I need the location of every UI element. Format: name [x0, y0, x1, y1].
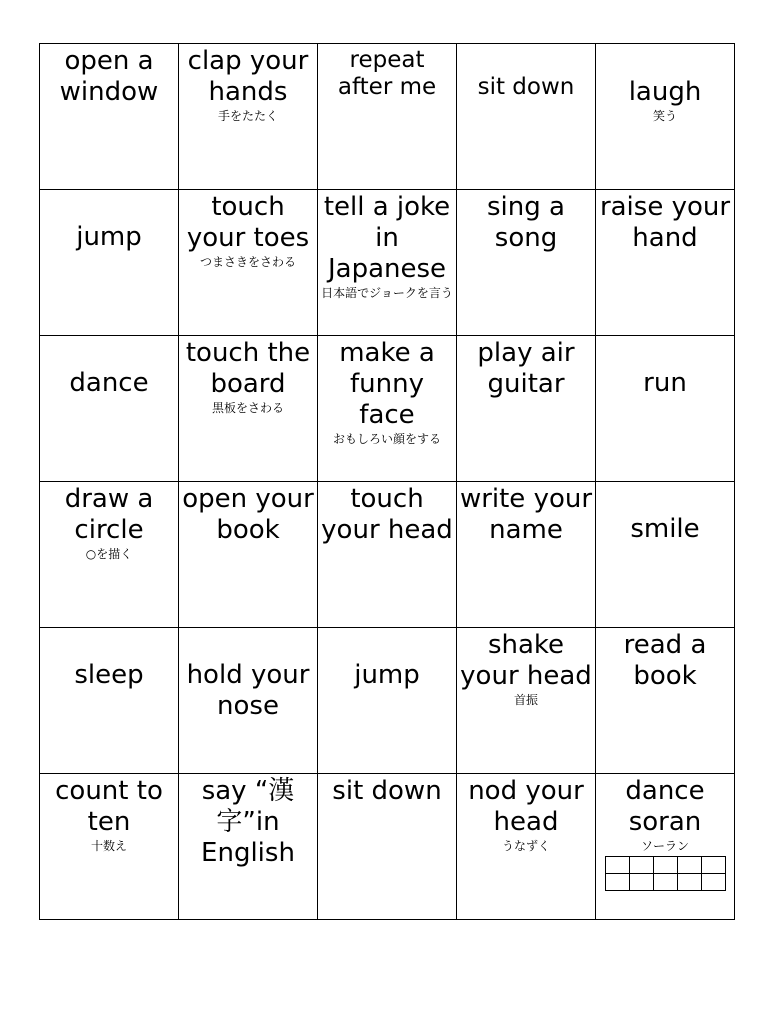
grid-row-2 — [40, 190, 735, 336]
grid-cell — [179, 190, 318, 336]
activity-note: 黒板をさわる — [211, 401, 284, 415]
activity-note: 笑う — [652, 109, 677, 123]
grid-cell — [40, 190, 179, 336]
activity-text: dance — [69, 368, 149, 398]
activity-text: play air guitar — [477, 338, 575, 399]
grid-row-5 — [40, 628, 735, 774]
grid-cell — [457, 628, 596, 774]
grid-cell — [40, 774, 179, 920]
activity-text: tell a joke in Japanese — [323, 192, 451, 284]
grid-cell — [40, 336, 179, 482]
grid-cell — [596, 774, 735, 920]
activity-text: sit down — [332, 776, 442, 806]
activity-text: raise your hand — [599, 192, 731, 253]
activity-text: make a funny face — [339, 338, 435, 430]
grid-cell — [457, 482, 596, 628]
activity-text: say “漢字”in English — [201, 776, 295, 868]
blank-box — [653, 874, 677, 891]
activity-note: おもしろい顔をする — [332, 432, 441, 446]
activity-note: 十数え — [90, 839, 127, 853]
blank-box — [629, 874, 653, 891]
grid-cell — [318, 774, 457, 920]
grid-cell — [179, 628, 318, 774]
grid-cell — [40, 628, 179, 774]
grid-cell — [40, 482, 179, 628]
grid-cell — [596, 482, 735, 628]
grid-cell — [179, 44, 318, 190]
grid-cell — [318, 482, 457, 628]
activity-text: laugh — [628, 77, 702, 107]
activity-text: count to ten — [55, 776, 163, 837]
blank-box — [605, 857, 629, 874]
activity-text: draw a circle — [64, 484, 154, 545]
activity-note: ソーラン — [640, 839, 689, 853]
grid-cell — [457, 774, 596, 920]
grid-cell — [40, 44, 179, 190]
activity-text: touch your toes — [186, 192, 310, 253]
activity-note: 首振 — [513, 693, 538, 707]
activity-text: smile — [630, 514, 700, 544]
blank-box — [677, 857, 701, 874]
grid-row-6 — [40, 774, 735, 920]
grid-cell — [596, 628, 735, 774]
blank-box — [677, 874, 701, 891]
grid-cell — [318, 336, 457, 482]
grid-cell — [179, 482, 318, 628]
activity-text: dance soran — [625, 776, 705, 837]
grid-cell — [179, 774, 318, 920]
activity-note: うなずく — [501, 839, 550, 853]
activity-grid — [39, 43, 735, 920]
activity-text: open your book — [182, 484, 314, 545]
activity-text: read a book — [623, 630, 707, 691]
activity-text: touch the board — [185, 338, 311, 399]
activity-text: shake your head — [460, 630, 592, 691]
activity-note: ○を描く — [85, 547, 133, 561]
activity-text: sit down — [477, 74, 575, 100]
blank-box — [629, 857, 653, 874]
grid-cell — [318, 44, 457, 190]
grid-cell — [318, 190, 457, 336]
grid-cell — [179, 336, 318, 482]
grid-row-3 — [40, 336, 735, 482]
grid-cell — [457, 44, 596, 190]
grid-row-1 — [40, 44, 735, 190]
activity-text: touch your head — [321, 484, 453, 545]
activity-note: つまさきをさわる — [199, 255, 296, 269]
blank-box — [605, 874, 629, 891]
grid-cell — [596, 336, 735, 482]
activity-text: run — [643, 368, 687, 398]
activity-text: nod your head — [468, 776, 584, 837]
activity-text: sing a song — [487, 192, 565, 253]
grid-cell — [596, 190, 735, 336]
grid-cell — [596, 44, 735, 190]
blank-box — [701, 857, 725, 874]
blank-answer-grid — [605, 856, 726, 891]
activity-note: 日本語でジョークを言う — [321, 286, 453, 300]
activity-text: open a window — [59, 46, 159, 107]
grid-cell — [318, 628, 457, 774]
activity-text: sleep — [74, 660, 144, 690]
grid-row-4 — [40, 482, 735, 628]
grid-cell — [457, 336, 596, 482]
activity-text: repeat after me — [337, 47, 437, 100]
activity-note: 手をたたく — [217, 109, 278, 123]
blank-box — [653, 857, 677, 874]
activity-text: jump — [354, 660, 420, 690]
activity-text: jump — [76, 222, 142, 252]
activity-text: hold your nose — [186, 660, 310, 721]
activity-text: clap your hands — [187, 46, 309, 107]
grid-cell — [457, 190, 596, 336]
activity-text: write your name — [459, 484, 593, 545]
blank-box — [701, 874, 725, 891]
